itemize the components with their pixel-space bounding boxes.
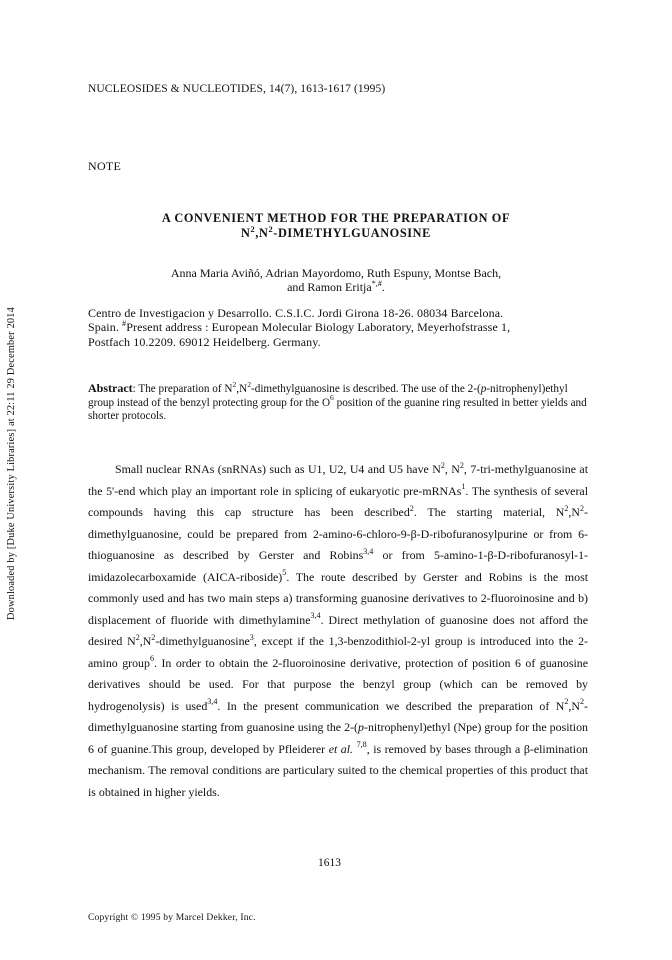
copyright-notice: Copyright © 1995 by Marcel Dekker, Inc. [88, 913, 256, 923]
page-number: 1613 [318, 857, 341, 869]
journal-header: NUCLEOSIDES & NUCLEOTIDES, 14(7), 1613-1617 (1995) [88, 83, 386, 95]
paper-title [88, 211, 584, 241]
affiliation-line-3: Postfach 10.2209. 69012 Heidelberg. Germany. [88, 334, 321, 349]
affiliation-line-1: Centro de Investigacion y Desarrollo. C.S.I.C. Jordi Girona 18-26. 08034 Barcelona. [88, 306, 504, 320]
affiliation [88, 306, 588, 349]
author-list [88, 266, 584, 294]
authors-line-1: Anna Maria Aviñó, Adrian Mayordomo, Ruth Espuny, Montse Bach, [170, 266, 502, 280]
article-type: NOTE [88, 159, 122, 173]
abstract: Abstract: The preparation of $N^2,N^2$-dimethylguanosine is described. The use of the 2-(p-nitrophenyl)ethyl group instead of the benzyl protecting group for the $O^6$ position of the guanine ring resulted in better yields and shorter protocols. [88, 379, 587, 423]
title-line-1: A CONVENIENT METHOD FOR THE PREPARATION OF [161, 211, 511, 225]
affiliation-line-2: Spain. #Present address : European Molecular Biology Laboratory, Meyerhofstrasse 1, [88, 318, 511, 335]
abstract-label: Abstract [88, 381, 133, 395]
authors-line-2: and Ramon Eritja*,#. [287, 278, 385, 294]
body-text: Small nuclear RNAs (snRNAs) such as U1, U2, U4 and U5 have $N^2$, $N^2$, 7-tri-methylguanosine at the 5'-end which play an important role in splicing of eukaryotic pre-mRNAs$^1$. The synthesis of several compounds having this cap structure has been described$^2$. The starting material, $N^2,N^2$-dimethylguanosine, could be prepared from 2-amino-6-chloro-9-β-D-ribofuranosylpurine or from 6-thioguanosine as described by Gerster and Robins$^{3,4}$ or from 5-amino-1-β-D-ribofuranosyl-1-imidazolecarboxamide (AICA-riboside)$^5$. The route described by Gerster and Robins is the most commonly used and has two main steps a) transforming guanosine derivatives to 2-fluoroinosine and b) displacement of fluoride with dimethylamine$^{3,4}$. Direct methylation of guanosine does not afford the desired $N^2,N^2-dimethylguanosine^3$, except if the 1,3-benzodithiol-2-yl group is introduced into the 2-amino group$^6$. In order to obtain the 2-fluoroinosine derivative, protection of position 6 of guanosine derivatives should be used. For that purpose the benzyl group (which can be removed by hydrogenolysis) is used$^{3,4}$. In the present communication we described the preparation of $N^2,N^2$-dimethylguanosine starting from guanosine using the 2-(p-nitrophenyl)ethyl (Npe) group for the position 6 of guanine.This group, developed by Pfleiderer et al. $^{7,8}$, is removed by bases through a β-elimination mechanism. The removal conditions are particulary suited to the chemical properties of this product that is obtained in higher yields. [88, 460, 589, 799]
download-watermark [6, 280, 20, 680]
title-line-2: $N^2,N^2$-DIMETHYLGUANOSINE [241, 224, 431, 240]
download-note: Downloaded by [Duke University Libraries] at 22:11 29 December 2014 [6, 307, 17, 620]
